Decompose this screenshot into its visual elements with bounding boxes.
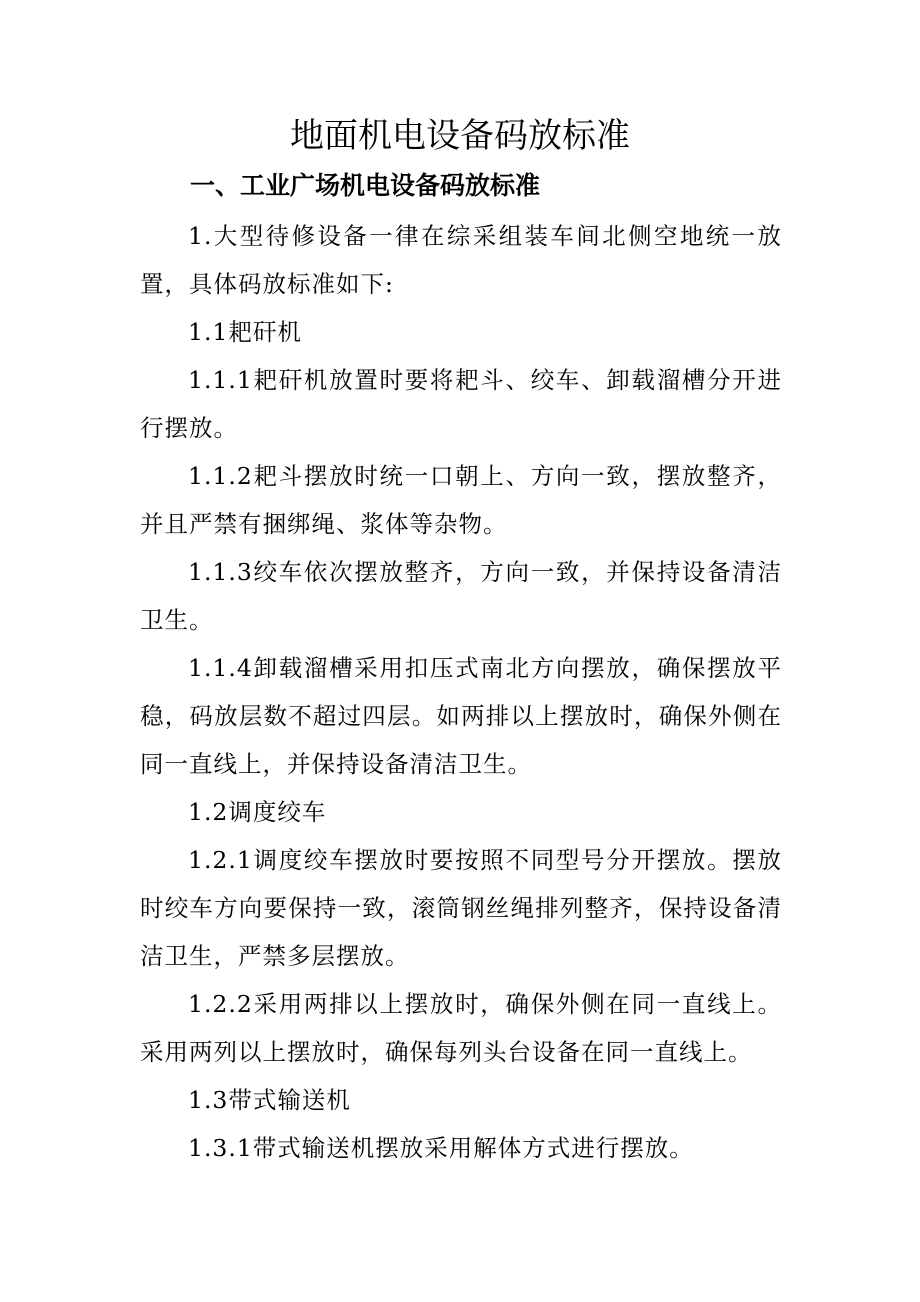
paragraph: 1.1.3绞车依次摆放整齐，方向一致，并保持设备清洁卫生。: [140, 558, 782, 634]
document-title: 地面机电设备码放标准: [290, 116, 630, 156]
section-heading: 一、工业广场机电设备码放标准: [190, 171, 541, 200]
paragraph: 1.1.1耙矸机放置时要将耙斗、绞车、卸载溜槽分开进行摆放。: [140, 366, 782, 442]
paragraph: 1.1耙矸机: [188, 318, 302, 346]
paragraph: 1.2.2采用两排以上摆放时，确保外侧在同一直线上。采用两列以上摆放时，确保每列头台设备在同一直线上。: [140, 990, 782, 1066]
paragraph: 1.1.4卸载溜槽采用扣压式南北方向摆放，确保摆放平稳，码放层数不超过四层。如两排以上摆放时，确保外侧在同一直线上，并保持设备清洁卫生。: [140, 654, 782, 778]
paragraph: 1.1.2耙斗摆放时统一口朝上、方向一致，摆放整齐，并且严禁有捆绑绳、浆体等杂物。: [140, 462, 782, 538]
document-body: [140, 212, 782, 1172]
paragraph: 1.2.1调度绞车摆放时要按照不同型号分开摆放。摆放时绞车方向要保持一致，滚筒钢丝绳排列整齐，保持设备清洁卫生，严禁多层摆放。: [140, 846, 782, 970]
paragraph: 1.3带式输送机: [188, 1086, 351, 1114]
paragraph: 1.2调度绞车: [188, 798, 327, 826]
paragraph: 1.大型待修设备一律在综采组装车间北侧空地统一放置，具体码放标准如下:: [140, 222, 782, 298]
paragraph: 1.3.1带式输送机摆放采用解体方式进行摆放。: [188, 1134, 694, 1162]
